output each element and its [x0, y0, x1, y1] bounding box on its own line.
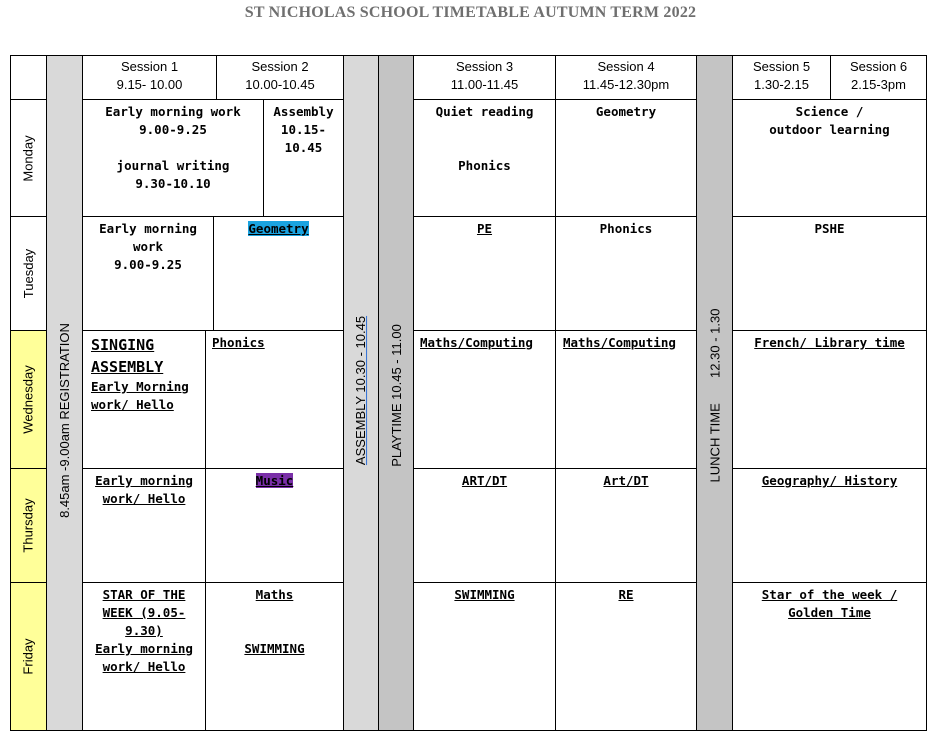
- cell-text: Geography/ History: [761, 473, 898, 488]
- session-name: Session 1: [120, 59, 179, 74]
- monday-session-2: [263, 99, 344, 217]
- thursday-session-5-6: [732, 468, 927, 583]
- wednesday-session-1: [82, 330, 206, 469]
- cell-text: Star of the week /: [761, 587, 898, 602]
- day-label-wednesday: [10, 330, 47, 469]
- cell-text: 9.00-9.25: [114, 257, 182, 272]
- highlighted-text: Geometry: [248, 221, 309, 236]
- session-name: Session 4: [597, 59, 655, 74]
- session-name: Session 3: [455, 59, 514, 74]
- thursday-session-4: [555, 468, 697, 583]
- cell-text: ASSEMBLY: [91, 358, 164, 376]
- cell-text: SWIMMING: [454, 587, 515, 602]
- session-4-header: [555, 55, 697, 100]
- cell-text: Assembly: [273, 104, 334, 119]
- day-label-monday: [10, 99, 47, 217]
- cell-text: SWIMMING: [244, 641, 305, 656]
- thursday-session-1: [82, 468, 206, 583]
- cell-text: 9.30-10.10: [135, 176, 211, 191]
- cell-text: Early Morning: [91, 379, 189, 394]
- timetable-grid: [10, 55, 927, 731]
- monday-session-3: [413, 99, 556, 217]
- tuesday-session-5-6: [732, 216, 927, 331]
- cell-text: Phonics: [458, 158, 511, 173]
- cell-text: Quiet reading: [435, 104, 534, 119]
- playtime-label: PLAYTIME 10.45 - 11.00: [388, 323, 404, 467]
- session-6-header: [830, 55, 927, 100]
- cell-text: French/ Library time: [754, 335, 905, 350]
- cell-text: work/ Hello: [91, 397, 174, 412]
- session-2-header: [216, 55, 344, 100]
- session-time: 9.15- 10.00: [116, 77, 183, 92]
- cell-text: PE: [476, 221, 493, 236]
- thursday-session-3: [413, 468, 556, 583]
- cell-text: Art/DT: [603, 473, 649, 488]
- cell-text: Maths/Computing: [420, 335, 533, 350]
- session-time: 11.45-12.30pm: [582, 77, 670, 92]
- cell-text: Early morning work: [105, 104, 241, 119]
- cell-text: WEEK (9.05-: [102, 605, 186, 620]
- session-time: 11.00-11.45: [450, 77, 519, 92]
- monday-session-1: [82, 99, 264, 217]
- day-text: Monday: [21, 134, 36, 182]
- monday-session-4: [555, 99, 697, 217]
- lunch-band: [696, 295, 733, 495]
- cell-text: Geometry: [595, 104, 657, 119]
- highlighted-text: Music: [255, 473, 294, 488]
- day-text: Thursday: [21, 498, 37, 553]
- cell-text: ART/DT: [461, 473, 508, 488]
- day-text: Wednesday: [21, 365, 37, 434]
- day-text: Tuesday: [21, 248, 37, 299]
- wednesday-session-5-6: [732, 330, 927, 469]
- cell-text: RE: [618, 587, 634, 602]
- session-time: 1.30-2.15: [754, 77, 809, 92]
- friday-session-3: [413, 582, 556, 731]
- registration-label: 8.45am -9.00am REGISTRATION: [57, 322, 73, 518]
- friday-session-4: [555, 582, 697, 731]
- day-label-friday: [10, 582, 47, 731]
- cell-text: Early morning: [99, 221, 197, 236]
- monday-session-5-6: [732, 99, 927, 217]
- day-label-thursday: [10, 468, 47, 583]
- session-5-header: [732, 55, 831, 100]
- tuesday-session-2: [213, 216, 344, 331]
- lunch-label: LUNCH TIME 12.30 - 1.30: [707, 308, 723, 482]
- page-title: ST NICHOLAS SCHOOL TIMETABLE AUTUMN TERM 2022: [244, 4, 697, 21]
- cell-text: work/ Hello: [102, 491, 186, 506]
- tuesday-session-1: [82, 216, 214, 331]
- cell-text: work: [132, 239, 164, 254]
- day-text: Friday: [21, 638, 36, 675]
- cell-text: Science /: [795, 104, 864, 119]
- session-name: Session 2: [251, 59, 309, 74]
- assembly-label: ASSEMBLY 10.30 - 10.45: [353, 315, 369, 465]
- wednesday-session-2: [205, 330, 344, 469]
- tuesday-session-4: [555, 216, 697, 331]
- cell-text: journal writing: [116, 158, 230, 173]
- cell-text: 9.30): [125, 623, 163, 638]
- friday-session-2: [205, 582, 344, 731]
- cell-text: outdoor learning: [769, 122, 890, 137]
- cell-text: Phonics: [599, 221, 653, 236]
- cell-text: Early morning: [95, 641, 193, 656]
- friday-session-1: [82, 582, 206, 731]
- friday-session-5-6: [732, 582, 927, 731]
- cell-text: 10.45: [284, 140, 323, 155]
- cell-text: Maths: [255, 587, 294, 602]
- cell-text: SINGING: [91, 336, 155, 354]
- registration-band: [46, 305, 83, 535]
- cell-text: 9.00-9.25: [139, 122, 207, 137]
- playtime-band: [378, 325, 414, 465]
- cell-text: Early morning: [95, 473, 193, 488]
- session-name: Session 5: [752, 59, 811, 74]
- session-1-header: [82, 55, 217, 100]
- cell-text: work/ Hello: [102, 659, 186, 674]
- cell-text: PSHE: [814, 221, 845, 236]
- corner-cell: [10, 55, 47, 100]
- session-time: 10.00-10.45: [245, 77, 315, 92]
- wednesday-session-4: [555, 330, 697, 469]
- cell-text: Golden Time: [788, 605, 871, 620]
- session-name: Session 6: [849, 59, 908, 74]
- wednesday-session-3: [413, 330, 556, 469]
- session-3-header: [413, 55, 556, 100]
- session-time: 2.15-3pm: [851, 77, 906, 92]
- day-label-tuesday: [10, 216, 47, 331]
- cell-text: Maths/Computing: [563, 335, 676, 350]
- tuesday-session-3: [413, 216, 556, 331]
- cell-text: Phonics: [212, 335, 265, 350]
- cell-text: 10.15-: [280, 122, 327, 137]
- assembly-band: [343, 305, 379, 475]
- thursday-session-2: [205, 468, 344, 583]
- cell-text: STAR OF THE: [102, 587, 186, 602]
